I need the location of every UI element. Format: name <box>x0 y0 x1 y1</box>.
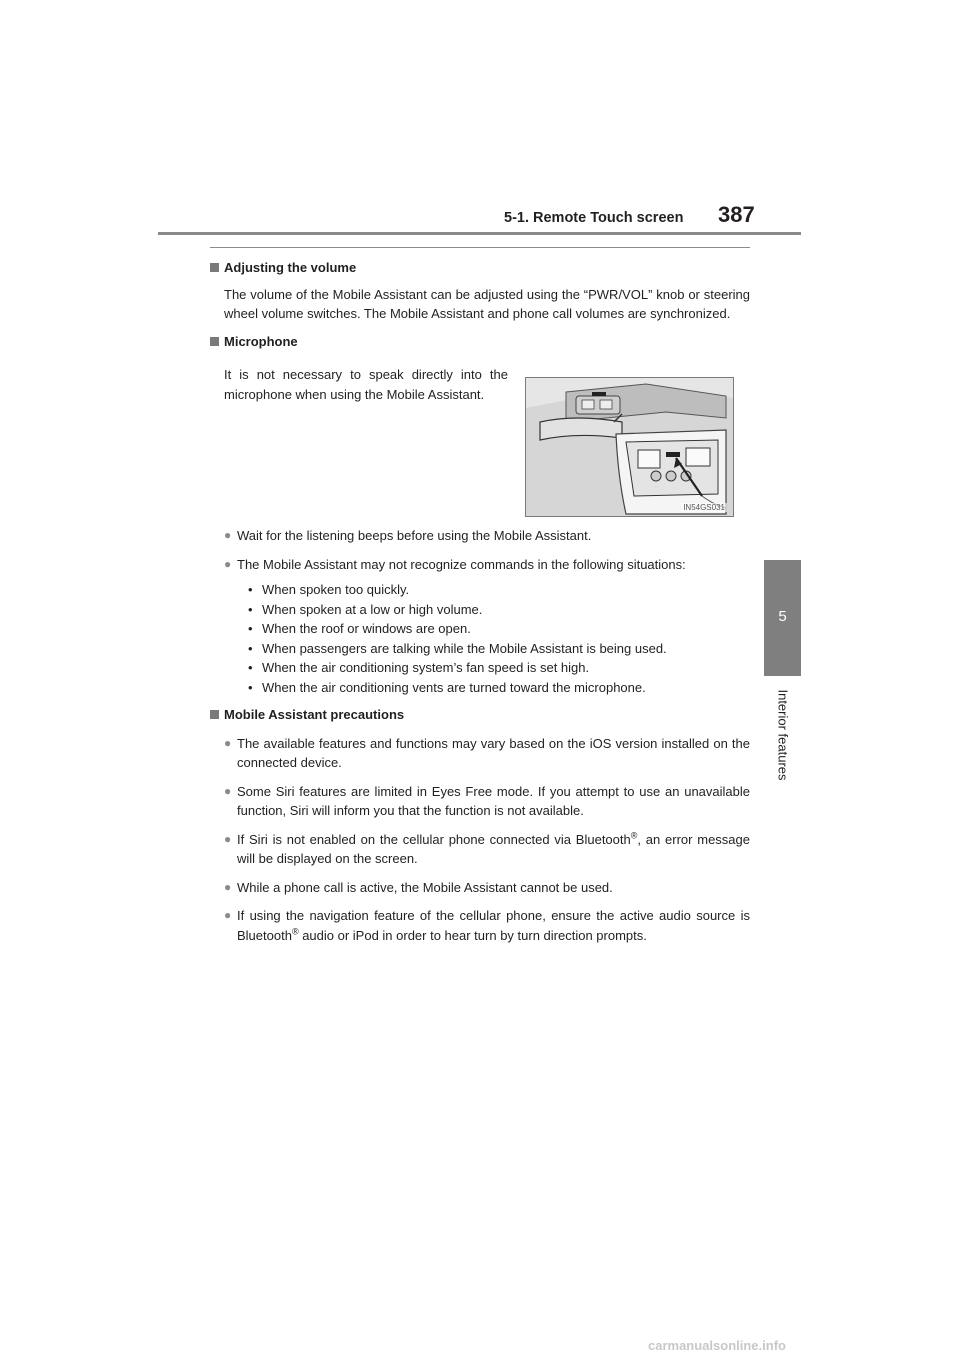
situation-text: When spoken at a low or high volume. <box>262 601 483 617</box>
overhead-console-drawing <box>526 378 733 516</box>
situation-text: When the roof or windows are open. <box>262 621 471 636</box>
list-item: • When spoken at a low or high volume. <box>248 600 750 620</box>
situation-text: When passengers are talking while the Mobile Assistant is being used. <box>262 640 667 656</box>
square-bullet-icon <box>210 337 219 346</box>
situation-text: When the air conditioning vents are turned toward the microphone. <box>262 679 646 695</box>
list-item <box>224 906 750 945</box>
microphone-heading <box>210 332 750 352</box>
list-item: • When the air conditioning vents are turned toward the microphone. <box>248 678 750 698</box>
bullet-text: The available features and functions may vary based on the iOS version installed on the connected device. <box>237 735 750 770</box>
circle-bullet-icon: ● <box>224 735 232 750</box>
page-number: 387 <box>718 202 755 227</box>
bullet-text: The Mobile Assistant may not recognize commands in the following situations: <box>237 556 686 572</box>
list-item: • When the air conditioning system’s fan speed is set high. <box>248 658 750 678</box>
chapter-label <box>771 680 795 790</box>
content-rule <box>210 247 750 248</box>
circle-bullet-icon: ● <box>224 556 232 571</box>
circle-bullet-icon: ● <box>224 528 232 542</box>
bullet-text: While a phone call is active, the Mobile Assistant cannot be used. <box>237 879 613 895</box>
list-item: • When passengers are talking while the Mobile Assistant is being used. <box>248 639 750 659</box>
microphone-illustration <box>525 377 734 517</box>
volume-heading <box>210 258 750 278</box>
registered-mark: ® <box>630 830 638 841</box>
microphone-text: It is not necessary to speak directly into the microphone when using the Mobile Assistant. <box>224 367 508 402</box>
watermark: carmanualsonline.info <box>648 1338 786 1353</box>
chapter-number: 5 <box>778 608 787 625</box>
bullet-text: Some Siri features are limited in Eyes Free mode. If you attempt to use an unavailable function, Siri will inform you that the function is not available. <box>237 783 750 818</box>
square-bullet-icon <box>210 710 219 719</box>
precautions-heading-text: Mobile Assistant precautions <box>224 707 405 722</box>
bullet-text-part: If using the navigation feature of the cellular phone, ensure the active audio source is Bluetooth <box>237 908 750 943</box>
section-title: 5-1. Remote Touch screen <box>504 210 684 226</box>
bullet-text <box>237 830 750 869</box>
precautions-heading <box>210 705 750 725</box>
square-bullet-icon <box>210 263 219 272</box>
circle-bullet-icon: ● <box>224 783 232 798</box>
figure-code: IN54GS031 <box>683 503 725 512</box>
bullet-text: Wait for the listening beeps before using the Mobile Assistant. <box>237 528 592 543</box>
page-content <box>210 258 750 945</box>
bullet-text-part: audio or iPod in order to hear turn by turn direction prompts. <box>298 927 647 943</box>
chapter-label-text: Interior features <box>775 689 791 781</box>
list-item <box>224 734 750 773</box>
volume-text: The volume of the Mobile Assistant can be adjusted using the “PWR/VOL” knob or steering wheel volume switches. The Mobile Assistant and phone call volumes are synchronized. <box>224 286 750 321</box>
list-item <box>224 878 750 898</box>
header-rule <box>158 232 801 235</box>
situation-list <box>248 580 750 697</box>
list-item <box>224 555 750 575</box>
list-item <box>224 782 750 821</box>
registered-mark: ® <box>291 926 299 937</box>
list-item <box>224 830 750 869</box>
circle-bullet-icon: ● <box>224 908 232 922</box>
bullet-text-part: If Siri is not enabled on the cellular phone connected via Bluetooth <box>237 831 631 847</box>
circle-bullet-icon: ● <box>224 879 232 894</box>
list-item <box>224 526 750 546</box>
list-item: • When spoken too quickly. <box>248 580 750 600</box>
circle-bullet-icon: ● <box>224 831 232 846</box>
situation-text: When the air conditioning system’s fan speed is set high. <box>262 660 590 675</box>
bullet-text-part: , an error message will be displayed on the screen. <box>237 831 750 866</box>
chapter-tab <box>764 560 801 676</box>
bullet-text <box>237 906 750 945</box>
microphone-heading-text: Microphone <box>224 333 298 349</box>
volume-heading-text: Adjusting the volume <box>224 260 357 275</box>
situation-text: When spoken too quickly. <box>262 582 410 597</box>
list-item: • When the roof or windows are open. <box>248 619 750 639</box>
